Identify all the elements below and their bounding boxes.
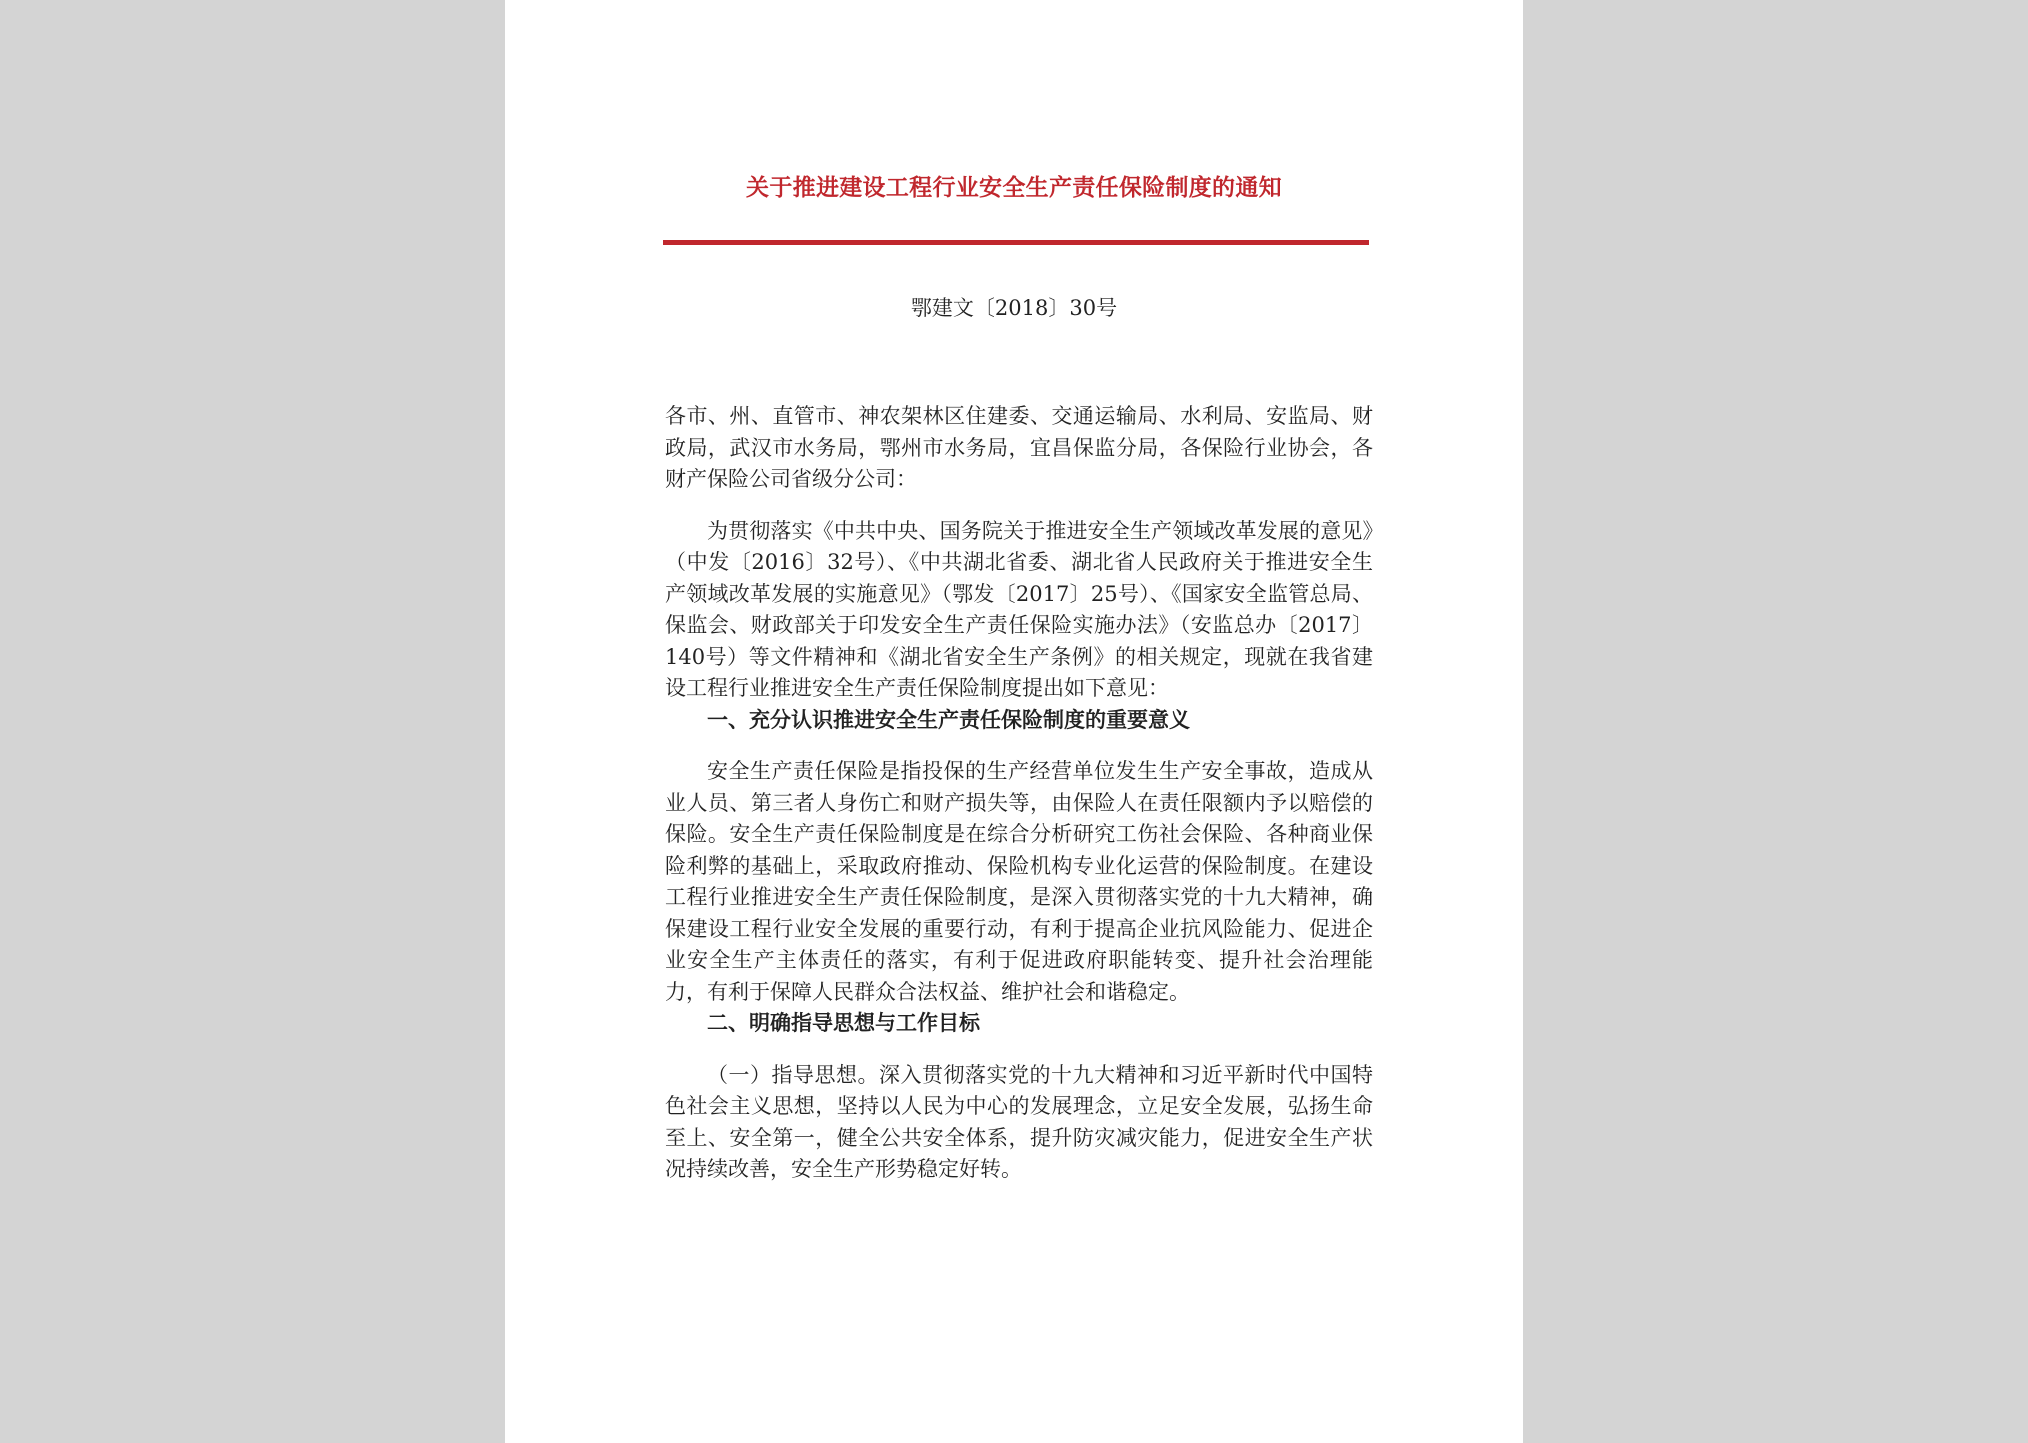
document-number: 鄂建文〔2018〕30号 — [910, 296, 1118, 320]
section-2-heading: 二、明确指导思想与工作目标 — [707, 1011, 980, 1035]
section-2-guiding-ideology-paragraph: （一）指导思想。深入贯彻落实党的十九大精神和习近平新时代中国特色社会主义思想，坚持以人民为中心的发展理念，立足安全发展，弘扬生命至上、安全第一，健全公共安全体系，提升防灾减灾能力，促进安全生产状况持续改善，安全生产形势稳定好转。 — [665, 1062, 1373, 1181]
document-page — [505, 0, 1523, 1443]
document-title: 关于推进建设工程行业安全生产责任保险制度的通知 — [746, 175, 1282, 201]
title-divider-rule — [663, 240, 1369, 245]
section-1-heading: 一、充分认识推进安全生产责任保险制度的重要意义 — [707, 707, 1190, 732]
document-body — [665, 401, 1373, 1186]
section-1-paragraph: 安全生产责任保险是指投保的生产经营单位发生生产安全事故，造成从业人员、第三者人身伤亡和财产损失等，由保险人在责任限额内予以赔偿的保险。安全生产责任保险制度是在综合分析研究工伤社会保险、各种商业保险利弊的基础上，采取政府推动、保险机构专业化运营的保险制度。在建设工程行业推进安全生产责任保险制度，是深入贯彻落实党的十九大精神，确保建设工程行业安全发展的重要行动，有利于提高企业抗风险能力、促进企业安全生产主体责任的落实，有利于促进政府职能转变、提升社会治理能力，有利于保障人民群众合法权益、维护社会和谐稳定。 — [665, 759, 1373, 1004]
intro-paragraph: 为贯彻落实《中共中央、国务院关于推进安全生产领域改革发展的意见》（中发〔2016〕32号）、《中共湖北省委、湖北省人民政府关于推进安全生产领域改革发展的实施意见》（鄂发〔2017〕25号）、《国家安全监管总局、保监会、财政部关于印发安全生产责任保险实施办法》（安监总办〔2017〕140号）等文件精神和《湖北省安全生产条例》的相关规定，现就在我省建设工程行业推进安全生产责任保险制度提出如下意见： — [665, 518, 1373, 700]
recipients-paragraph: 各市、州、直管市、神农架林区住建委、交通运输局、水利局、安监局、财政局，武汉市水务局，鄂州市水务局，宜昌保监分局，各保险行业协会，各财产保险公司省级分公司： — [665, 404, 1373, 491]
